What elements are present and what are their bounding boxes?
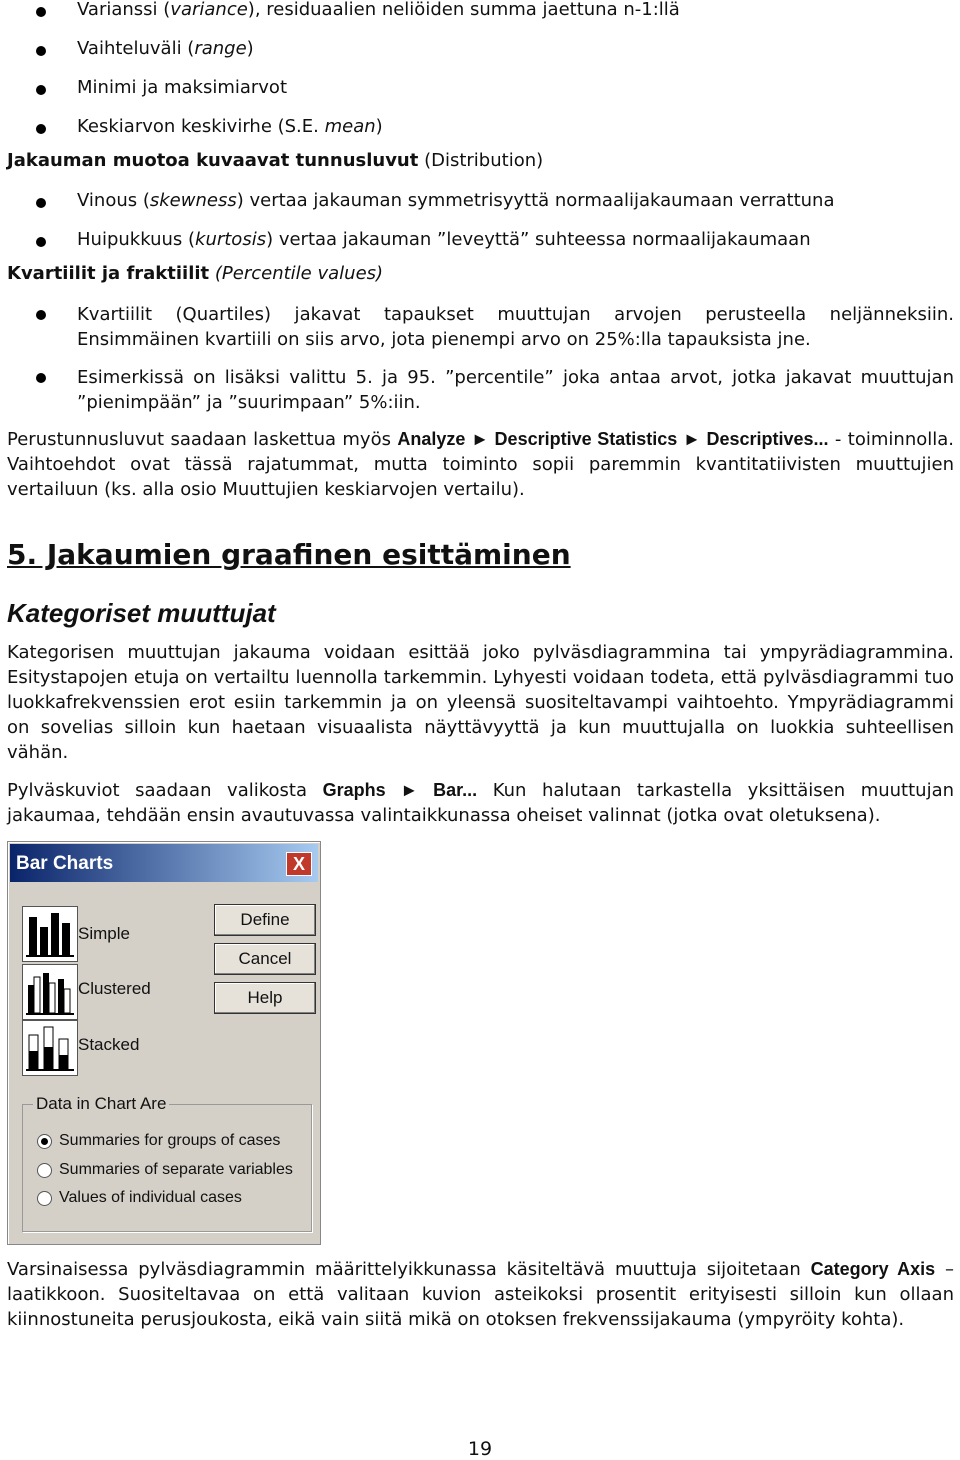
paragraph-graphs-bar: Pylväskuviot saadaan valikosta Graphs ► Bar... Kun halutaan tarkastella yksittäisen muuttujan jakaumaa, tehdään ensin avautuvassa valintaikkunassa oheiset valinnat (jotka ovat oletuksena). — [7, 780, 955, 826]
subsection-title: Kategoriset muuttujat — [7, 598, 276, 628]
bullet-se-mean: Keskiarvon keskivirhe (S.E. mean) — [77, 116, 383, 137]
bullet-kurtosis: Huipukkuus (kurtosis) vertaa jakauman ”leveyttä” suhteessa normaalijakaumaan — [77, 229, 811, 250]
dialog-title: Bar Charts — [16, 853, 114, 874]
paragraph-descriptives: Perustunnusluvut saadaan laskettua myös Analyze ► Descriptive Statistics ► Descriptives... - toiminnolla. Vaihtoehdot ovat tässä rajatummat, mutta toiminto sopii paremmin kvantitatiivisten muuttujien vertailuun (ks. alla osio Muuttujien keskiarvojen vertailu). — [7, 429, 954, 500]
bullet-range: Vaihteluväli (range) — [77, 38, 254, 59]
group-title: Data in Chart Are — [33, 1094, 169, 1114]
bullet-icon — [36, 85, 46, 95]
bullet-icon — [36, 373, 46, 383]
bullet-skewness: Vinous (skewness) vertaa jakauman symmetrisyyttä normaalijakaumaan verrattuna — [77, 190, 835, 211]
bullet-quartiles: Kvartiilit (Quartiles) jakavat tapaukset muuttujan arvojen perusteella neljänneksiin. Ensimmäinen kvartiili on siis arvo, jota pienempi arvo on 25%:lla tapauksista jne. — [77, 304, 954, 350]
stacked-label[interactable]: Stacked — [78, 1035, 140, 1054]
simple-label[interactable]: Simple — [78, 924, 130, 943]
bar-charts-dialog — [7, 841, 321, 1245]
distribution-heading: Jakauman muotoa kuvaavat tunnusluvut (Distribution) — [7, 150, 544, 171]
radio-groups-of-cases[interactable] — [37, 1134, 52, 1149]
section-title: 5. Jakaumien graafinen esittäminen — [7, 538, 571, 571]
define-button[interactable]: Define — [214, 904, 316, 936]
option-individual-cases[interactable]: Values of individual cases — [59, 1189, 242, 1206]
paragraph-categorical: Kategorisen muuttujan jakauma voidaan esittää joko pylväsdiagrammina tai ympyrädiagrammina. Esitystapojen etuja on vertailtu luennolla tarkemmin. Lyhyesti voidaan todeta, että pylväsdiagrammi tuo luokkafrekvenssien erot esiin tarkemmin ja on yleensä suositeltavampi vaihtoehto. Ympyrädiagrammi on sovelias silloin kun haetaan visuaalista näyttävyyttä ja kun muuttujalla on luokkia suhteellisen vähän. — [7, 642, 954, 763]
stacked-chart-icon[interactable] — [22, 1020, 78, 1076]
bullet-icon — [36, 124, 46, 134]
bullet-icon — [36, 7, 46, 17]
bullet-variance: Varianssi (variance), residuaalien neliöiden summa jaettuna n-1:llä — [77, 0, 680, 20]
bullet-icon — [36, 310, 46, 320]
option-groups-of-cases[interactable]: Summaries for groups of cases — [59, 1132, 281, 1149]
radio-separate-variables[interactable] — [37, 1163, 52, 1178]
bullet-icon — [36, 237, 46, 247]
page-number: 19 — [467, 1438, 493, 1460]
paragraph-category-axis: Varsinaisessa pylväsdiagrammin määrittelyikkunassa käsiteltävä muuttuja sijoitetaan Category Axis –laatikkoon. Suositeltavaa on että valitaan kuvion asteikoksi prosentit erityisesti silloin kun ollaan kiinnostuneita perusjoukosta, eikä vain siitä mikä on otoksen frekvenssijakauma (ympyröity kohta). — [7, 1259, 954, 1330]
clustered-chart-icon[interactable] — [22, 964, 78, 1020]
close-button[interactable]: X — [286, 852, 312, 876]
data-in-chart-group — [22, 1094, 312, 1232]
cancel-button[interactable]: Cancel — [214, 943, 316, 975]
help-button[interactable]: Help — [214, 982, 316, 1014]
bullet-minmax: Minimi ja maksimiarvot — [77, 77, 288, 98]
bullet-icon — [36, 198, 46, 208]
bullet-percentiles: Esimerkissä on lisäksi valittu 5. ja 95. ”percentile” joka antaa arvot, jotka jakavat muuttujan ”pienimpään” ja ”suurimpaan” 5%:iin. — [77, 367, 954, 413]
option-separate-variables[interactable]: Summaries of separate variables — [59, 1161, 293, 1178]
percentile-heading: Kvartiilit ja fraktiilit (Percentile values) — [7, 263, 384, 284]
clustered-label[interactable]: Clustered — [78, 979, 151, 998]
bullet-icon — [36, 46, 46, 56]
simple-chart-icon[interactable] — [22, 906, 78, 962]
dialog-titlebar[interactable] — [10, 844, 318, 882]
radio-individual-cases[interactable] — [37, 1191, 52, 1206]
